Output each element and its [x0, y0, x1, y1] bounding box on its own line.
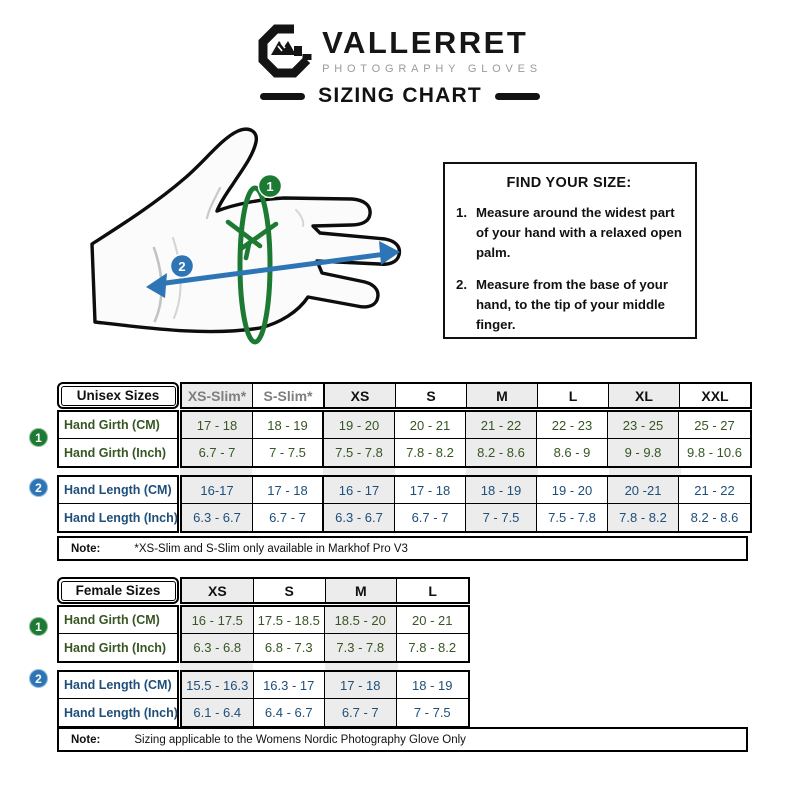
data-cell: 9 - 9.8: [608, 439, 679, 466]
column-header: XL: [609, 384, 680, 407]
column-header: L: [428, 582, 437, 599]
data-cell: 19 - 20: [324, 412, 395, 439]
row-label-girth-inch: Hand Girth (Inch): [64, 445, 167, 460]
data-cell: 6.3 - 6.7: [182, 504, 253, 531]
data-cell: 7 - 7.5: [413, 705, 451, 720]
column-header: M: [467, 384, 538, 407]
data-cell: 7.5 - 7.8: [537, 504, 608, 531]
data-cell: 6.7 - 7: [395, 504, 466, 531]
data-cell: 21 - 22: [466, 412, 537, 439]
title-dash-left: [260, 93, 305, 100]
female-table-label: Female Sizes: [61, 581, 176, 601]
row-label-length-inch: Hand Length (Inch): [64, 705, 178, 720]
unisex-table-label-box: [57, 382, 179, 409]
data-cell: 6.1 - 6.4: [182, 699, 254, 726]
female-sizes-table: [57, 577, 757, 728]
column-header: L: [538, 384, 609, 407]
brand-name: VALLERRET: [322, 25, 529, 60]
data-cell: 22 - 23: [537, 412, 608, 439]
column-header: S-Slim*: [253, 384, 325, 407]
data-cell: 6.3 - 6.7: [324, 504, 395, 531]
data-cell: 17.5 - 18.5: [254, 607, 326, 634]
column-header: XS: [182, 579, 254, 602]
data-cell: 7 - 7.5: [253, 439, 324, 466]
data-cell: 17 - 18: [253, 477, 324, 504]
unisex-sizes-table: [57, 382, 757, 533]
find-size-step-2: [456, 275, 682, 334]
note-text: *XS-Slim and S-Slim only available in Markhof Pro V3: [134, 542, 408, 555]
column-header: XS-Slim*: [182, 384, 253, 407]
data-cell: 6.4 - 6.7: [254, 699, 326, 726]
data-cell: 21 - 22: [679, 477, 750, 504]
data-cell: 19 - 20: [537, 477, 608, 504]
female-girth-marker-badge: 1: [29, 617, 48, 636]
data-cell: 17 - 18: [182, 412, 253, 439]
female-girth-data: [180, 605, 470, 663]
hand-outline: [92, 129, 399, 331]
data-cell: 16-17: [182, 477, 253, 504]
data-cell: 8.2 - 8.6: [690, 510, 739, 525]
unisex-girth-data: [180, 410, 752, 468]
page-title-row: [0, 84, 800, 108]
unisex-girth-marker-badge: 1: [29, 428, 48, 447]
column-shading-spacer: [180, 468, 752, 475]
row-label-girth-cm: Hand Girth (CM): [59, 607, 177, 634]
data-cell: 8.2 - 8.6: [466, 439, 537, 466]
hand-illustration: [70, 126, 410, 373]
data-cell: 8.6 - 9: [537, 439, 608, 466]
female-length-marker-badge: 2: [29, 669, 48, 688]
note-label: Note:: [71, 542, 101, 555]
note-label: Note:: [71, 733, 101, 746]
girth-marker-number: 1: [266, 179, 274, 194]
data-cell: 6.3 - 6.8: [182, 634, 254, 661]
data-cell: 25 - 27: [679, 412, 750, 439]
data-cell: 6.7 - 7: [182, 439, 253, 466]
female-length-data: [180, 670, 470, 728]
data-cell: 6.7 - 7: [325, 699, 397, 726]
data-cell: 17 - 18: [395, 477, 466, 504]
unisex-table-label: Unisex Sizes: [61, 386, 176, 406]
column-header: S: [396, 384, 467, 407]
data-cell: 7.8 - 8.2: [408, 640, 457, 655]
data-cell: 23 - 25: [608, 412, 679, 439]
column-shading-spacer: [180, 663, 470, 670]
find-size-heading: FIND YOUR SIZE:: [506, 175, 632, 191]
female-girth-row-labels: [57, 605, 179, 663]
data-cell: 7.8 - 8.2: [608, 504, 679, 531]
data-cell: 6.8 - 7.3: [254, 634, 326, 661]
female-column-headers: [180, 577, 470, 604]
data-cell: 20 -21: [608, 477, 679, 504]
page-title: SIZING CHART: [318, 84, 482, 107]
unisex-note-box: [57, 536, 748, 561]
data-cell: 16 - 17: [324, 477, 395, 504]
female-note-box: [57, 727, 748, 752]
row-label-girth-cm: Hand Girth (CM): [59, 412, 177, 439]
data-cell: 15.5 - 16.3: [182, 672, 254, 699]
data-cell: 18 - 19: [253, 412, 324, 439]
female-table-label-box: [57, 577, 179, 604]
data-cell: 9.8 - 10.6: [687, 445, 742, 460]
data-cell: 20 - 21: [397, 607, 469, 634]
data-cell: 7.8 - 8.2: [395, 439, 466, 466]
data-cell: 7.3 - 7.8: [325, 634, 397, 661]
data-cell: 7 - 7.5: [466, 504, 537, 531]
female-length-row-labels: [57, 670, 179, 728]
row-label-length-inch: Hand Length (Inch): [64, 510, 178, 525]
unisex-length-row-labels: [57, 475, 179, 533]
data-cell: 18.5 - 20: [325, 607, 397, 634]
data-cell: 20 - 21: [395, 412, 466, 439]
row-label-girth-inch: Hand Girth (Inch): [64, 640, 167, 655]
brand-subtitle: PHOTOGRAPHY GLOVES: [322, 63, 542, 75]
length-marker-number: 2: [178, 259, 186, 274]
row-label-length-cm: Hand Length (CM): [59, 672, 177, 699]
unisex-column-headers: [180, 382, 752, 409]
find-size-step-1: [456, 203, 682, 262]
data-cell: 16.3 - 17: [254, 672, 326, 699]
unisex-length-data: [180, 475, 752, 533]
column-header: XXL: [701, 387, 729, 404]
title-dash-right: [495, 93, 540, 100]
step-number: 1.: [456, 205, 467, 220]
data-cell: 18 - 19: [397, 672, 469, 699]
step-text: Measure around the widest part of your hand with a relaxed open palm.: [476, 205, 682, 260]
column-header: XS: [325, 384, 396, 407]
hand-measurement-diagram: [70, 126, 410, 373]
data-cell: 17 - 18: [325, 672, 397, 699]
note-text: Sizing applicable to the Womens Nordic Photography Glove Only: [134, 733, 466, 746]
column-header: M: [326, 579, 398, 602]
data-cell: 16 - 17.5: [182, 607, 254, 634]
data-cell: 18 - 19: [466, 477, 537, 504]
data-cell: 7.5 - 7.8: [324, 439, 395, 466]
step-text: Measure from the base of your hand, to the tip of your middle finger.: [476, 277, 668, 332]
brand-header: [0, 24, 800, 78]
unisex-girth-row-labels: [57, 410, 179, 468]
data-cell: 6.7 - 7: [253, 504, 324, 531]
column-header: S: [254, 579, 326, 602]
step-number: 2.: [456, 277, 467, 293]
row-label-length-cm: Hand Length (CM): [59, 477, 177, 504]
unisex-length-marker-badge: 2: [29, 478, 48, 497]
vallerret-logo-icon: [258, 24, 312, 78]
find-your-size-box: [443, 162, 697, 339]
